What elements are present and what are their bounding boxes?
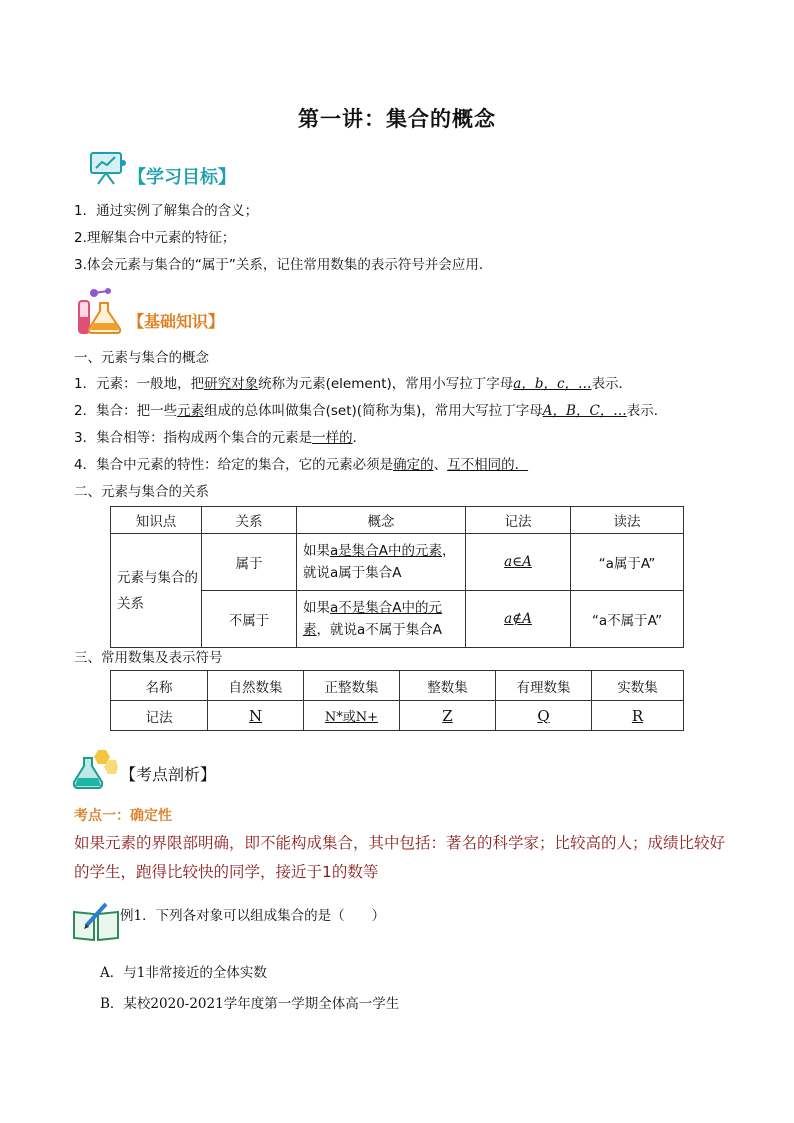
- concept-cell: 如果a是集合A中的元素，就说a属于集合A: [297, 534, 466, 591]
- table-cell: 名称: [111, 671, 208, 701]
- table-cell: 有理数集: [496, 671, 592, 701]
- symbol-cell: Q: [496, 701, 592, 731]
- symbol-cell: Z: [400, 701, 496, 731]
- beaker-honeycomb-icon: [72, 748, 118, 790]
- symbol-cell: N: [208, 701, 304, 731]
- objective-item: 2.理解集合中元素的特征；: [74, 230, 236, 246]
- topic-cell: 元素与集合的关系: [111, 534, 202, 648]
- objectives-heading: 【学习目标】: [128, 167, 236, 188]
- symbol-cell: R: [592, 701, 684, 731]
- table-header-cell: 读法: [571, 507, 684, 534]
- page-title: 第一讲：集合的概念: [298, 106, 496, 131]
- relation-cell: 属于: [202, 534, 297, 591]
- presentation-board-icon: [88, 150, 128, 186]
- analysis-heading: 【考点剖析】: [120, 765, 217, 784]
- objective-item: 1．通过实例了解集合的含义；: [74, 203, 259, 219]
- part2-heading: 二、元素与集合的关系: [74, 484, 209, 500]
- table-cell: 正整数集: [304, 671, 400, 701]
- table-row: [111, 701, 684, 731]
- example-question: 例1．下列各对象可以组成集合的是（ ）: [120, 908, 386, 924]
- table-header-cell: 知识点: [111, 507, 202, 534]
- choice-option: B．某校2020-2021学年度第一学期全体高一学生: [100, 996, 400, 1012]
- relation-cell: 不属于: [202, 591, 297, 648]
- basics-item-2: 2．集合：把一些元素组成的总体叫做集合(set)(简称为集)，常用大写拉丁字母A，B，C，…表示．: [74, 403, 668, 419]
- table-cell: 自然数集: [208, 671, 304, 701]
- reading-cell: “a不属于A”: [571, 591, 684, 648]
- table-cell: 实数集: [592, 671, 684, 701]
- book-pen-icon: [72, 900, 120, 942]
- part1-heading: 一、元素与集合的概念: [74, 350, 209, 366]
- table-header-cell: 关系: [202, 507, 297, 534]
- choice-option: A．与1非常接近的全体实数: [100, 965, 267, 981]
- table-header-row: [111, 507, 684, 534]
- table-cell: 整数集: [400, 671, 496, 701]
- basics-item-3: 3．集合相等：指构成两个集合的元素是一样的．: [74, 430, 367, 446]
- basics-heading: 【基础知识】: [128, 312, 225, 331]
- concept-cell: 如果a不是集合A中的元素，就说a不属于集合A: [297, 591, 466, 648]
- basics-item-1: 1．元素：一般地，把研究对象统称为元素(element)，常用小写拉丁字母a，b，c，…表示．: [74, 376, 633, 392]
- number-set-table: [110, 670, 684, 731]
- table-row: [111, 534, 684, 591]
- symbol-cell: N*或N+: [304, 701, 400, 731]
- basics-item-4: 4．集合中元素的特性：给定的集合，它的元素必须是确定的、互不相同的．: [74, 457, 529, 473]
- table-row: [111, 671, 684, 701]
- notation-cell: a∉A: [466, 591, 571, 648]
- relation-table: [110, 506, 684, 648]
- key-point-title: 考点一：确定性: [74, 808, 172, 824]
- chemistry-flask-icon: [74, 285, 126, 337]
- table-header-cell: 概念: [297, 507, 466, 534]
- table-cell: 记法: [111, 701, 208, 731]
- reading-cell: “a属于A”: [571, 534, 684, 591]
- table-header-cell: 记法: [466, 507, 571, 534]
- notation-cell: a∈A: [466, 534, 571, 591]
- part3-heading: 三、常用数集及表示符号: [74, 650, 223, 666]
- objective-item: 3.体会元素与集合的“属于”关系，记住常用数集的表示符号并会应用．: [74, 257, 493, 273]
- key-point-text: 如果元素的界限部明确，即不能构成集合，其中包括：著名的科学家；比较高的人；成绩比较好的学生，跑得比较快的同学，接近于1的数等: [74, 834, 726, 881]
